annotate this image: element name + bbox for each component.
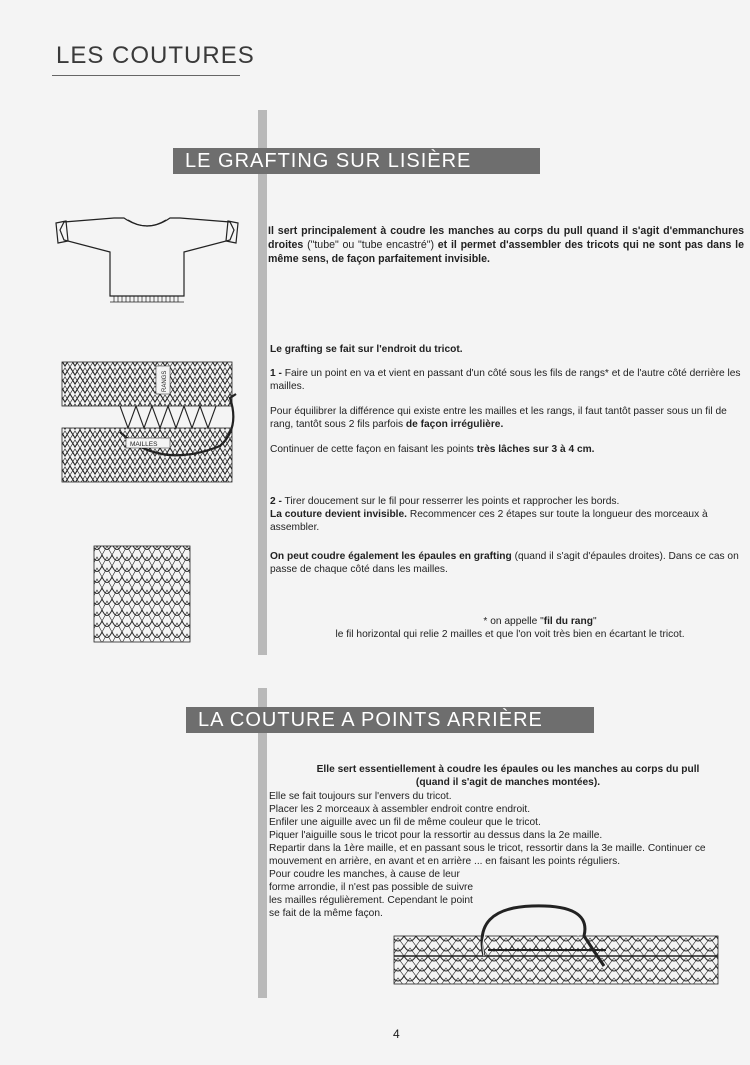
section1-banner: LE GRAFTING SUR LISIÈRE <box>173 148 540 174</box>
title-underline <box>52 75 240 76</box>
page-number: 4 <box>393 1027 400 1041</box>
line-5: Repartir dans la 1ère maille, et en passant sous le tricot, ressortir dans la 3e maille. Continuer ce mouvement en arrière, en avant et en arrière ... en faisant les points réguliers. <box>269 843 706 867</box>
line-2: Placer les 2 morceaux à assembler endroit contre endroit. <box>269 804 531 815</box>
line-4: Piquer l'aiguille sous le tricot pour la ressortir au dessus dans la 2e maille. <box>269 830 603 841</box>
page-title: LES COUTURES <box>56 42 255 69</box>
sweater-figure <box>52 210 242 306</box>
grafting-instructions: Le grafting se fait sur l'endroit du tricot. 1 - Faire un point en va et vient en passant d'un côté sous les fils de rangs* et de l'autre côté derrière les mailles. Pour équilibrer la différence qui existe entre les mailles et les rangs, il faut tantôt passer sous un fil de rang, tantôt sous 2 fils parfois de façon irrégulière. Continuer de cette façon en faisant les points très lâches sur 3 à 4 cm. 2 - Tirer doucement sur le fil pour resserrer les points et rapprocher les bords. La couture devient invisible. Recommencer ces 2 étapes sur toute la longueur des morceaux à assembler. On peut coudre également les épaules en grafting (quand il s'agit d'épaules droites). Dans ce cas on passe de chaque côté dans les mailles. <box>270 343 744 576</box>
backstitch-diagram <box>392 896 722 988</box>
line-6: Pour coudre les manches, à cause de leur forme arrondie, il n'est pas possible de suivre les mailles régulièrement. Cependant le point se fait de la même façon. <box>269 869 474 919</box>
section2-vertical-bar <box>258 688 267 998</box>
grafting-diagram <box>60 358 240 486</box>
rangs-label: RANGS <box>162 370 168 392</box>
mailles-label: MAILLES <box>130 441 158 448</box>
grafting-result-diagram <box>92 544 192 644</box>
section1-intro: Il sert principalement à coudre les manches au corps du pull quand il s'agit d'emmanchures droites ("tube" ou "tube encastré") et il permet d'assembler des tricots qui ne sont pas dans le même sens, de façon parfaitement invisible. <box>268 225 745 265</box>
footnote: * on appelle "fil du rang" le fil horizontal qui relie 2 mailles et que l'on voit très bien en écartant le tricot. <box>335 616 685 640</box>
section2-banner: LA COUTURE A POINTS ARRIÈRE <box>186 707 594 733</box>
section2-lead: Elle sert essentiellement à coudre les épaules ou les manches au corps du pull (quand il s'agit de manches montées). <box>316 764 700 788</box>
grafting-lead: Le grafting se fait sur l'endroit du tricot. <box>270 344 463 355</box>
line-1: Elle se fait toujours sur l'envers du tricot. <box>269 791 452 802</box>
line-3: Enfiler une aiguille avec un fil de même couleur que le tricot. <box>269 817 541 828</box>
section1-vertical-bar <box>258 110 267 655</box>
